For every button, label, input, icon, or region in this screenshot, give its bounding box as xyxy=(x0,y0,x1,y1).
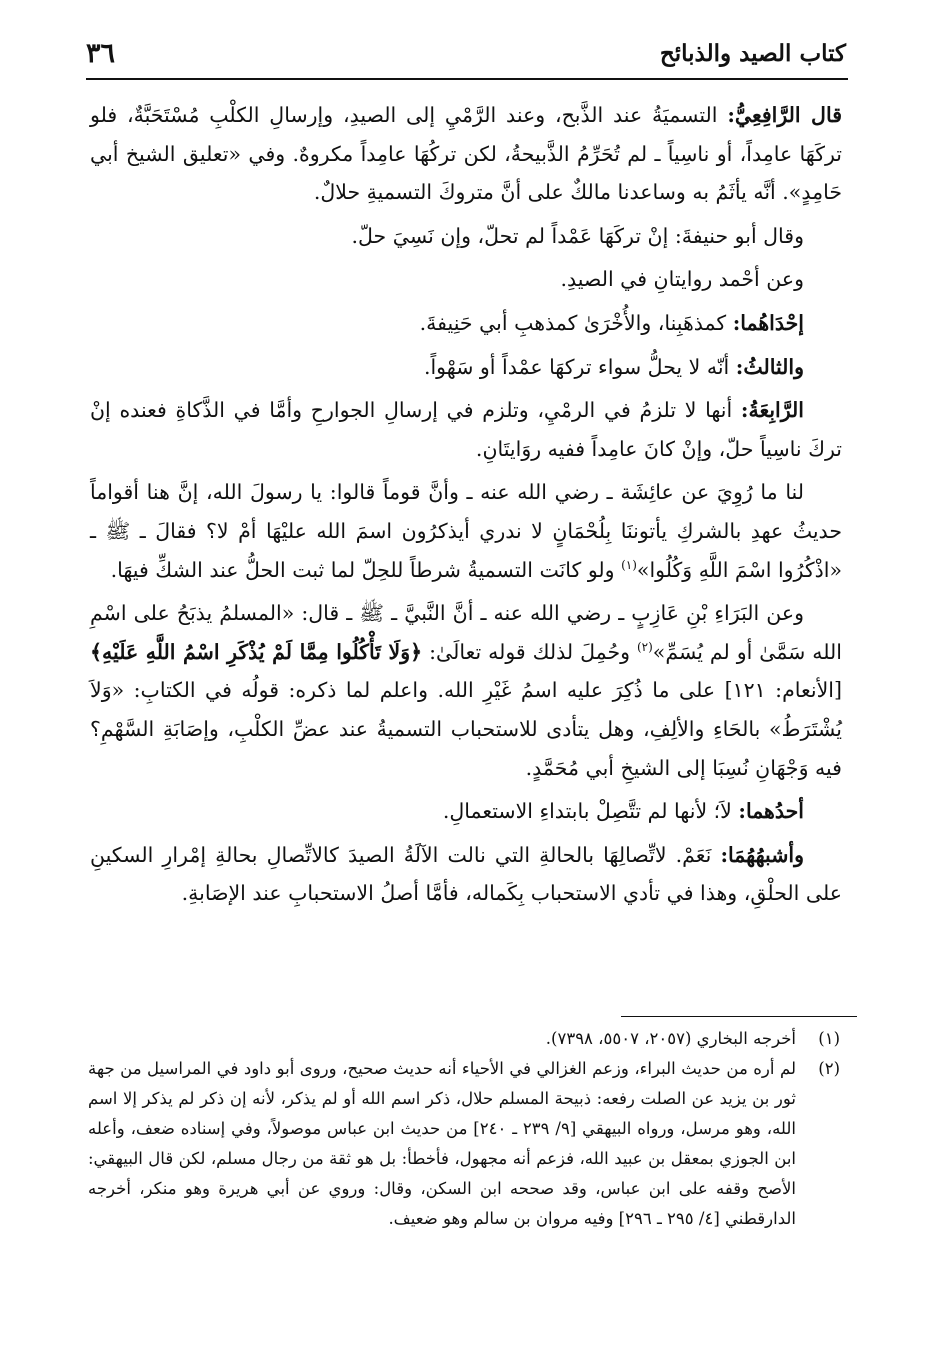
paragraph-text: نَعَمْ. لاتِّصالِهَا بالحالةِ التي نالت الآلَةُ الصيدَ كالاتِّصالِ بحالةِ إمْرارِ السكينِ على الحلْقِ، وهذا في تأدي الاستحباب بِكَماله، فأمَّا أصلُ الاستحبابِ عند الإصَابةِ. xyxy=(90,842,842,906)
paragraph-text-tail: ولو كانَت التسميةُ شرطاً للحِلّ لما ثبت الحلُّ عند الشكِّ فيهَا. xyxy=(110,557,622,582)
paragraph-second-view xyxy=(90,836,842,913)
paragraph-text: كمذهَبِنا، والأُخْرَىٰ كمذهبِ أبي حَنِيفةَ. xyxy=(419,310,733,335)
paragraph-first-view xyxy=(90,792,842,831)
footnote-number: (١) xyxy=(818,1029,840,1048)
paragraph-text: وقال أبو حنيفةَ: إنْ تركَهَا عَمْداً لم تحلّ، وإن نَسِيَ حلّ. xyxy=(351,223,804,248)
paragraph-abu-hanifa xyxy=(90,217,842,256)
paragraph-text: لنا ما رُوِيَ عن عائِشَة ـ رضي الله عنه ـ وأنَّ قوماً قالوا: يا رسولَ الله، إنَّ هنا أقواماً حديثُ عهدِ بالشركِ يأتوننَا بِلُحْمَانٍ لا ندري أيذكرُون اسمَ الله عليْهَا أمْ لا؟ فقالَ ـ ﷺ ـ «اذْكُرُوا اسْمَ اللَّهِ وَكُلُوا» xyxy=(90,480,842,582)
paragraph-lead: قال الرَّافِعِيُّ: xyxy=(727,103,842,127)
paragraph-text: أنّه لا يحلُّ سواء تركهَا عمْداً أو سَهْواً. xyxy=(423,354,736,379)
quran-verse: ﴿وَلَا تَأْكُلُوا مِمَّا لَمْ يُذْكَرِ اسْمُ اللَّهِ عَلَيْهِ﴾ xyxy=(90,639,423,664)
paragraph-text: أنها لا تلزمُ في الرمْيِ، وتلزم في إرسالِ الجوارحِ وأمَّا في الذَّكاةِ فعنده إنْ تركَ ناسِياً حلّ، وإنْ كانَ عامِداً ففيه روَايتَانِ. xyxy=(90,398,842,461)
page-header xyxy=(86,38,846,74)
paragraph-text: لاَ؛ لأنها لم تتَّصِلْ بابتداءِ الاستعمالِ. xyxy=(442,799,739,824)
footnote-reference[interactable]: (١) xyxy=(621,557,637,572)
footnote-item xyxy=(88,1024,840,1054)
paragraph-rafii xyxy=(90,96,842,212)
footnote-text: أخرجه البخاري (٢٠٥٧، ٥٥٠٧، ٧٣٩٨). xyxy=(545,1029,796,1048)
running-title: كتاب الصيد والذبائح xyxy=(659,40,846,67)
footnotes xyxy=(88,1024,840,1234)
header-divider xyxy=(86,78,848,80)
paragraph-bara-hadith xyxy=(90,594,842,787)
paragraph-lead: الرَّابِعَةُ: xyxy=(740,398,804,423)
paragraph-lead: إحْدَاهُما: xyxy=(732,310,804,335)
paragraph-text-tail-2: [الأنعام: ١٢١] على ما ذُكِرَ عليه اسمُ غَيْرِ الله. واعلم لما ذكره: قولُه في الكتابِ: «وَلاَ يُشْتَرَطُ» بالحَاءِ والألِفِ، وهل يتأدى للاستحباب التسميةُ عند عضِّ الكلْبِ، وإصَابَةِ السَّهْمِ؟ فيه وَجْهَانِ نُسِبَا إلى الشيخِ أبي مُحَمَّدٍ. xyxy=(90,678,842,780)
main-text xyxy=(90,96,842,918)
paragraph-aisha-hadith xyxy=(90,473,842,589)
footnote-item xyxy=(88,1054,840,1234)
paragraph-first-narration xyxy=(90,304,842,343)
paragraph-text-tail: وحُمِلَ لذلك قوله تعالَىٰ: xyxy=(422,639,637,664)
paragraph-lead: وأشبهُهُمَا: xyxy=(720,842,804,867)
paragraph-text: وعن أحْمد روايتانِ في الصيدِ. xyxy=(560,267,804,292)
footnote-number: (٢) xyxy=(818,1059,840,1078)
footnote-divider xyxy=(621,1016,857,1017)
paragraph-lead: أحدُهما: xyxy=(738,799,804,824)
paragraph-third xyxy=(90,348,842,387)
paragraph-lead: والثالثُ: xyxy=(735,354,804,379)
paragraph-fourth xyxy=(90,391,842,468)
paragraph-ahmad xyxy=(90,260,842,299)
footnote-text: لم أره من حديث البراء، وزعم الغزالي في الأحياء أنه حديث صحيح، وروى أبو داود في المراسيل من جهة ثور بن يزيد عن الصلت رفعه: ذبيحة المسلم حلال، ذكر اسم الله أو لم يذكر، لأنه إن ذكر لم يذكر إلا اسم الله، وهو مرسل، ورواه البيهقي [٩/ ٢٣٩ ـ ٢٤٠] من حديث ابن عباس موصولاً، وفي إسناده ضعف، وأعله ابن الجوزي بمعقل بن عبيد الله، فزعم أنه مجهول، فأخطأ: بل هو ثقة من رجال مسلم، لكن قال البيهقي: الأصح وقفه على ابن عباس، وقد صححه ابن السكن، وقال: وروي عن أبي هريرة وهو منكر، أخرجه الدارقطني [٤/ ٢٩٥ ـ ٢٩٦] وفيه مروان بن سالم وهو ضعيف. xyxy=(88,1059,797,1228)
paragraph-text: التسميَةُ عند الذَّبح، وعند الرَّمْيِ إلى الصيدِ، وإرسالِ الكلْبِ مُسْتَحَبَّةٌ، فلو تركَهَا عامِداً، أو ناسِياً ـ لم تُحَرِّمُ الذَّبيحةُ، لكن تركُهَا عامِداً مكروهٌ. وفي «تعليق الشيخ أبي حَامِدٍ». أنَّه يأثَمُ به وساعدنا مالكٌ على أنَّ متروكَ التسميةِ حلالٌ. xyxy=(90,103,842,205)
paragraph-text: وعن البَرَاءِ بْنِ عَازِبٍ ـ رضي الله عنه ـ أنَّ النَّبيَّ ـ ﷺ ـ قال: «المسلمُ يذبَحُ على اسْمِ الله سَمَّىٰ أو لم يُسَمِّ» xyxy=(90,601,842,664)
footnote-reference[interactable]: (٢) xyxy=(636,639,653,654)
page-number: ٣٦ xyxy=(86,38,116,69)
